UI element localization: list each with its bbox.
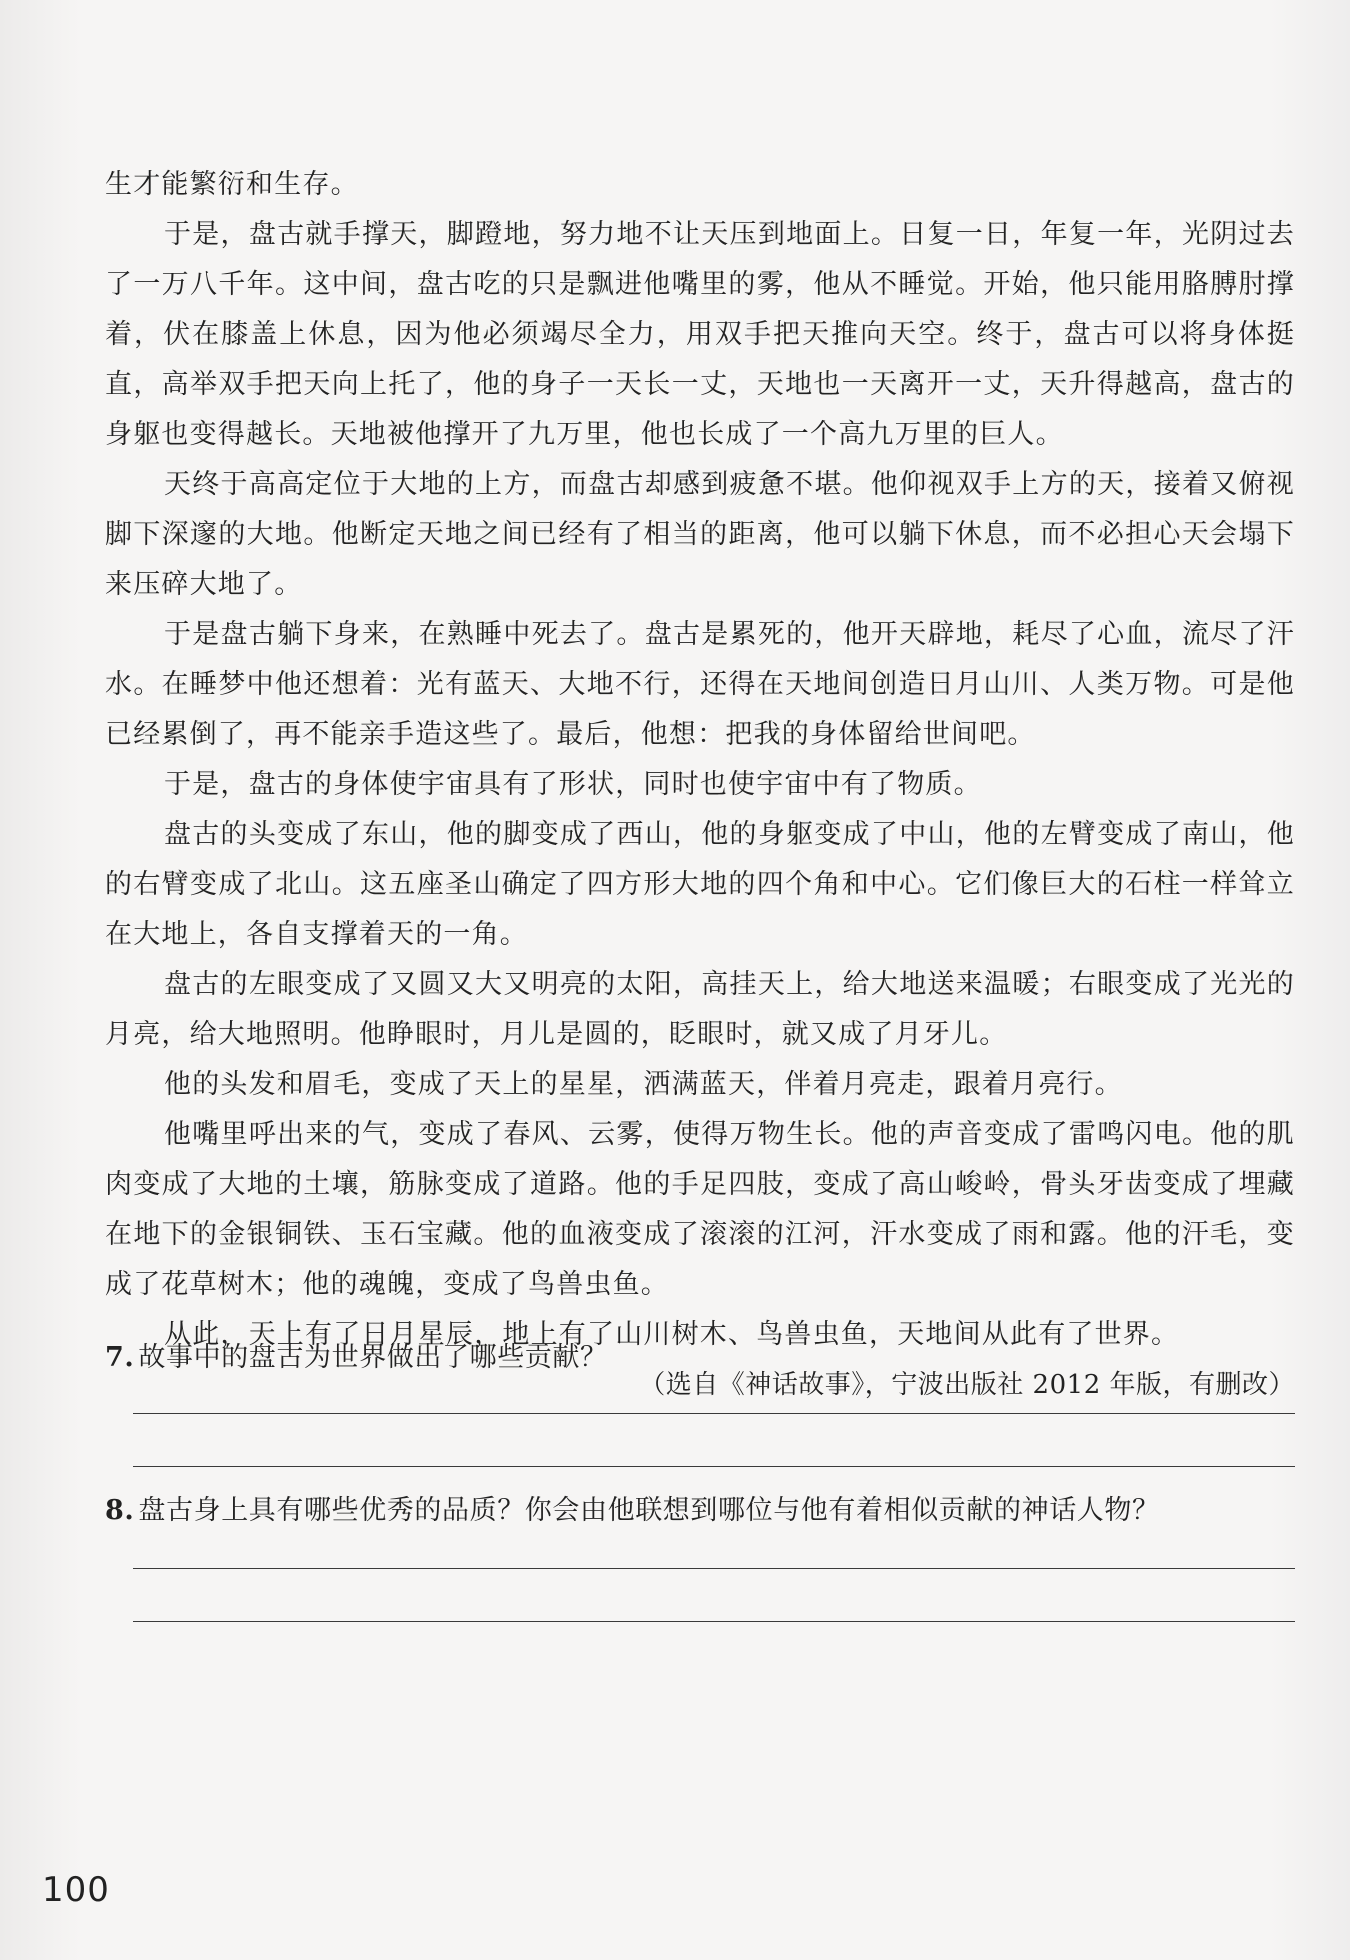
story-paragraph: 他的头发和眉毛，变成了天上的星星，洒满蓝天，伴着月亮走，跟着月亮行。 [164,1069,1123,1100]
story-paragraph: 于是盘古躺下身来，在熟睡中死去了。盘古是累死的，他开天辟地，耗尽了心血，流尽了汗水。在睡梦中他还想着：光有蓝天、大地不行，还得在天地间创造日月山川、人类万物。可是他已经累倒了，再不能亲手造这些了。最后，他想：把我的身体留给世间吧。 [105,619,1295,750]
question-text: 故事中的盘古为世界做出了哪些贡献？ [138,1342,608,1373]
story-paragraph: 从此，天上有了日月星辰，地上有了山川树木、鸟兽虫鱼，天地间从此有了世界。 [164,1319,1180,1350]
answer-line[interactable] [133,1568,1295,1569]
story-paragraph: 于是，盘古的身体使宇宙具有了形状，同时也使宇宙中有了物质。 [164,769,982,800]
story-paragraph: 他嘴里呼出来的气，变成了春风、云雾，使得万物生长。他的声音变成了雷鸣闪电。他的肌肉变成了大地的土壤，筋脉变成了道路。他的手足四肢，变成了高山峻岭，骨头牙齿变成了埋藏在地下的金银铜铁、玉石宝藏。他的血液变成了滚滚的江河，汗水变成了雨和露。他的汗毛，变成了花草树木；他的魂魄，变成了鸟兽虫鱼。 [105,1119,1295,1300]
question-text: 盘古身上具有哪些优秀的品质？你会由他联想到哪位与他有着相似贡献的神话人物？ [138,1495,1160,1526]
answer-line[interactable] [133,1466,1295,1467]
story-paragraph: 生才能繁衍和生存。 [105,169,359,200]
story-paragraph: 于是，盘古就手撑天，脚蹬地，努力地不让天压到地面上。日复一日，年复一年，光阴过去了一万八千年。这中间，盘古吃的只是飘进他嘴里的雾，他从不睡觉。开始，他只能用胳膊肘撑着，伏在膝盖上休息，因为他必须竭尽全力，用双手把天推向天空。终于，盘古可以将身体挺直，高举双手把天向上托了，他的身子一天长一丈，天地也一天离开一丈，天升得越高，盘古的身躯也变得越长。天地被他撑开了九万里，他也长成了一个高九万里的巨人。 [105,219,1295,450]
page-number: 100 [42,1870,110,1910]
question-7 [105,1338,1295,1378]
story-passage [105,160,1295,1410]
story-paragraph: 盘古的头变成了东山，他的脚变成了西山，他的身躯变成了中山，他的左臂变成了南山，他的右臂变成了北山。这五座圣山确定了四方形大地的四个角和中心。它们像巨大的石柱一样耸立在大地上，各自支撑着天的一角。 [105,819,1295,950]
question-number: 7. [105,1342,135,1373]
answer-line[interactable] [133,1621,1295,1622]
story-paragraph: 盘古的左眼变成了又圆又大又明亮的太阳，高挂天上，给大地送来温暖；右眼变成了光光的月亮，给大地照明。他睁眼时，月儿是圆的，眨眼时，就又成了月牙儿。 [105,969,1295,1050]
question-number: 8. [105,1495,135,1526]
story-paragraph: 天终于高高定位于大地的上方，而盘古却感到疲惫不堪。他仰视双手上方的天，接着又俯视脚下深邃的大地。他断定天地之间已经有了相当的距离，他可以躺下休息，而不必担心天会塌下来压碎大地了。 [105,469,1295,600]
source-citation: （选自《神话故事》，宁波出版社 2012 年版，有删改） [639,1370,1295,1400]
question-8 [105,1491,1295,1531]
answer-line[interactable] [133,1413,1295,1414]
